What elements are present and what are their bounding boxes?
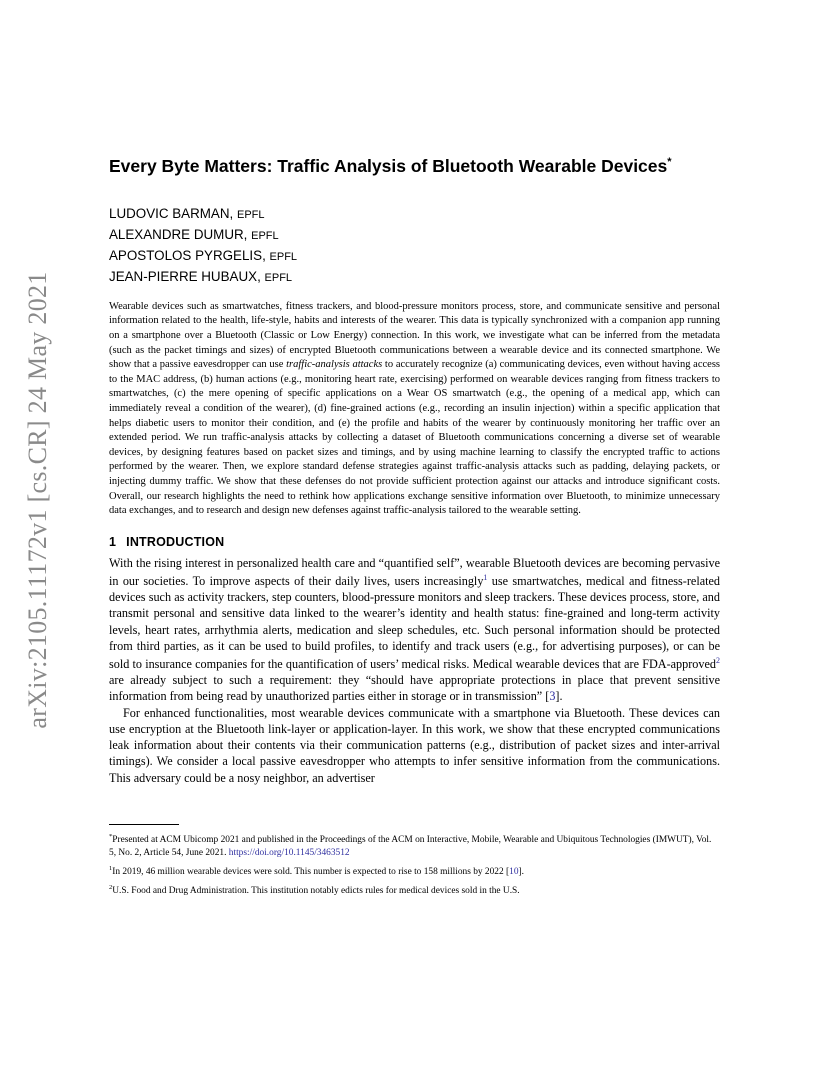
abstract-text: to accurately recognize (a) communicating devices, even without having access to the MAC address, (b) human actions (e.g., monitoring heart rate, exercising) performed on wearable devices ranging from fitness trackers to smartwatches, (c) the mere opening of specific applications on a Wear OS smartwatch (e.g., the opening of a medical app, which can immediately reveal a condition of the wearer), (d) fine-grained actions (e.g., recording an insulin injection) within a specific application that helps diabetic users to monitor their condition, and (e) the profile and habits of the wearer by continuously monitoring her traffic over an extended period. We run traffic-analysis attacks by collecting a dataset of Bluetooth communications concerning a diverse set of wearable devices, by designing features based on packet sizes and timings, and by using machine learning to classify the encrypted traffic to actions performed by the wearer. Then, we explore standard defense strategies against traffic-analysis attacks such as padding, delaying packets, or injecting dummy traffic. We show that these defenses do not provide sufficient protection against our attacks and introduce significant costs. Overall, our research highlights the need to rethink how applications exchange sensitive information over Bluetooth, to minimize unnecessary data exchanges, and to research and design new defenses against traffic-analysis tailored to the wearable setting. bbox=[109, 359, 720, 517]
abstract-emphasis: traffic-analysis attacks bbox=[286, 359, 383, 371]
author-name: APOSTOLOS PYRGELIS bbox=[109, 247, 263, 263]
paragraph-text: are already subject to such a requirement: they “should have appropriate protections in place that prevent sensitive information from being read by unauthorized parties either in storage or in transmission” [ bbox=[109, 673, 720, 704]
paragraph-text: use smartwatches, medical and fitness-related devices such as activity trackers, step counters, blood-pressure monitors and sleep trackers. These devices process, store, and transmit personal and sensitive data linked to the wearer’s identity and health status: fine-grained and long-term activity levels, heart rates, arrhythmia alerts, medication and sleep schedules, etc. Such personal information should be protected from third parties, as it can be used to build profiles, to identify and track users (e.g., for advertising purposes), or can be sold to insurance companies for the quantification of users’ medical risks. Medical wearable devices that are FDA-approved bbox=[109, 574, 721, 672]
author-name: ALEXANDRE DUMUR bbox=[109, 226, 244, 242]
footnote-mark: 1 bbox=[109, 865, 113, 873]
author-affiliation: EPFL bbox=[251, 229, 279, 242]
author: APOSTOLOS PYRGELIS, EPFL bbox=[109, 247, 298, 263]
footnote bbox=[109, 862, 720, 879]
author-affiliation: EPFL bbox=[237, 208, 265, 221]
author: ALEXANDRE DUMUR, EPFL bbox=[109, 226, 279, 242]
paper-title bbox=[109, 150, 720, 178]
section-number: 1 bbox=[109, 534, 117, 549]
footnote bbox=[109, 881, 720, 898]
arxiv-identifier: arXiv:2105.11172v1 [cs.CR] 24 May 2021 bbox=[23, 271, 52, 729]
paragraph-text: With the rising interest in personalized health care and “quantified self”, wearable Bluetooth devices are becoming pervasive in our societies. To improve aspects of their daily lives, users increasingly bbox=[109, 555, 720, 588]
author-name: JEAN-PIERRE HUBAUX bbox=[109, 268, 258, 284]
author-name: LUDOVIC BARMAN bbox=[109, 205, 230, 221]
intro-paragraph: For enhanced functionalities, most wearable devices communicate with a smartphone via Bluetooth. These devices can use encryption at the Bluetooth link-layer or application-layer. In this work, we show that these encrypted communications leak information about their contents via their communication patterns (e.g., distribution of packet sizes and inter-arrival timings). We consider a local passive eavesdropper who attempts to infer sensitive information from the communications. This adversary could be a nosy neighbor, an advertiser bbox=[109, 705, 720, 785]
abstract-text: Wearable devices such as smartwatches, fitness trackers, and blood-pressure monitors process, store, and communicate sensitive and personal information related to the health, life-style, habits and interests of the wearer. This data is typically synchronized with a companion app running on a smartphone over a Bluetooth (Classic or Low Energy) connection. In this work, we investigate what can be inferred from the metadata (such as the packet timings and sizes) of encrypted Bluetooth communications between a wearable device and its connected smartphone. We show that a passive eavesdropper can use bbox=[109, 300, 720, 371]
paper-page bbox=[109, 150, 720, 786]
section-title: INTRODUCTION bbox=[126, 534, 225, 549]
author-affiliation: EPFL bbox=[264, 271, 293, 284]
section-heading bbox=[109, 535, 720, 549]
author: LUDOVIC BARMAN, EPFL bbox=[109, 205, 265, 221]
footnote-link[interactable]: 2 bbox=[716, 656, 720, 666]
footnote-mark: 2 bbox=[109, 884, 113, 892]
paragraph-text: ]. bbox=[555, 689, 563, 704]
title-footnote-mark: * bbox=[667, 156, 672, 168]
footnote-link[interactable]: 1 bbox=[483, 572, 488, 582]
arxiv-sidebar bbox=[0, 0, 60, 1072]
abstract bbox=[109, 300, 720, 519]
footnote-text: Presented at ACM Ubicomp 2021 and published in the Proceedings of the ACM on Interactive, Mobile, Wearable and Ubiquitous Technologies (IMWUT), Vol. 5, No. 2, Article 54, June 2021. bbox=[109, 835, 712, 859]
footnote-text: ]. bbox=[518, 867, 524, 878]
author: JEAN-PIERRE HUBAUX, EPFL bbox=[109, 268, 293, 284]
author-list bbox=[109, 204, 720, 288]
doi-link[interactable]: https://doi.org/10.1145/3463512 bbox=[228, 848, 350, 859]
footnote-divider bbox=[109, 824, 179, 825]
footnote-text: U.S. Food and Drug Administration. This institution notably edicts rules for medical devices sold in the U.S. bbox=[112, 886, 520, 897]
footnotes bbox=[109, 824, 720, 900]
footnote-text: In 2019, 46 million wearable devices were sold. This number is expected to rise to 158 millions by 2022 [ bbox=[112, 867, 510, 878]
footnote bbox=[109, 830, 720, 860]
footnote-mark: * bbox=[109, 833, 113, 840]
citation-link[interactable]: 3 bbox=[549, 689, 556, 704]
citation-link[interactable]: 10 bbox=[509, 867, 519, 878]
intro-paragraph bbox=[109, 555, 720, 705]
title-text: Every Byte Matters: Traffic Analysis of Bluetooth Wearable Devices bbox=[109, 155, 668, 176]
author-affiliation: EPFL bbox=[269, 250, 298, 263]
